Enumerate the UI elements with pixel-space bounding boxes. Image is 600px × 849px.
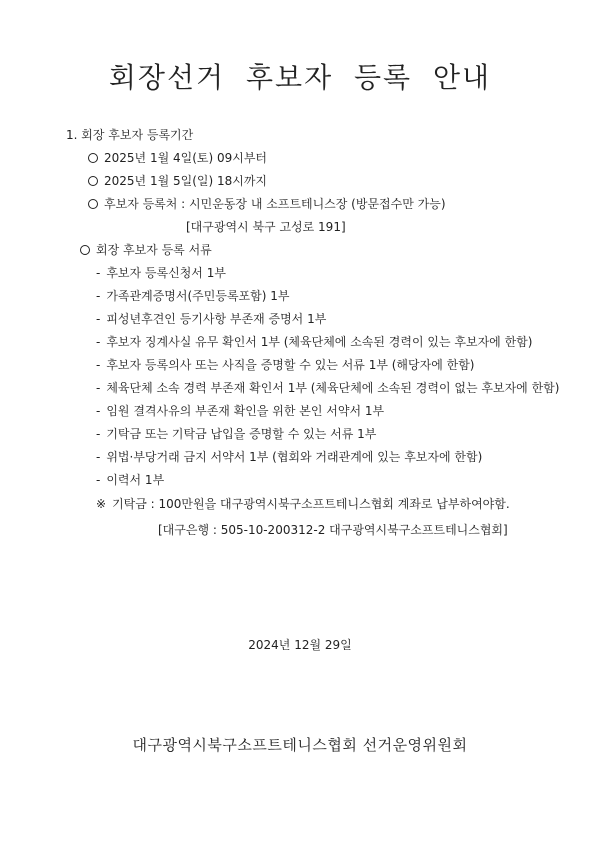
list-item: - 임원 결격사유의 부존재 확인을 위한 본인 서약서 1부 [96, 404, 385, 418]
list-item: - 위법·부당거래 금지 서약서 1부 (협회와 거래관계에 있는 후보자에 한함) [96, 450, 483, 464]
circle-bullet-icon [88, 199, 98, 209]
circle-bullet-icon [88, 153, 98, 163]
address: [대구광역시 북구 고성로 191] [186, 220, 346, 234]
list-item: - 피성년후견인 등기사항 부존재 증명서 1부 [96, 312, 327, 326]
list-item: - 후보자 등록의사 또는 사직을 증명할 수 있는 서류 1부 (해당자에 한함) [96, 358, 475, 372]
list-item: 2025년 1월 5일(일) 18시까지 [88, 173, 267, 189]
list-item: 2025년 1월 4일(토) 09시부터 [88, 150, 267, 166]
list-item: - 기탁금 또는 기탁금 납입을 증명할 수 있는 서류 1부 [96, 427, 377, 441]
circle-bullet-icon [88, 176, 98, 186]
circle-bullet-icon [80, 245, 90, 255]
deposit-note: ※ 기탁금 : 100만원을 대구광역시북구소프트테니스협회 계좌로 납부하여야함. [96, 497, 510, 511]
list-item: - 체육단체 소속 경력 부존재 확인서 1부 (체육단체에 소속된 경력이 없는 후보자에 한함) [96, 381, 560, 395]
issuer: 대구광역시북구소프트테니스협회 선거운영위원회 [132, 736, 468, 754]
section-1-heading: 1. 회장 후보자 등록기간 [66, 128, 194, 142]
document-date: 2024년 12월 29일 [248, 638, 352, 652]
reference-mark-icon: ※ [96, 497, 107, 511]
list-item: - 후보자 징계사실 유무 확인서 1부 (체육단체에 소속된 경력이 있는 후보자에 한함) [96, 335, 533, 349]
page-title: 회장선거 후보자 등록 안내 [108, 61, 492, 94]
list-item: - 후보자 등록신청서 1부 [96, 266, 226, 280]
section-2-heading: 회장 후보자 등록 서류 [80, 242, 212, 258]
list-item: 후보자 등록처 : 시민운동장 내 소프트테니스장 (방문접수만 가능) [88, 196, 446, 212]
list-item: - 가족관계증명서(주민등록포함) 1부 [96, 289, 290, 303]
bank-account: [대구은행 : 505-10-200312-2 대구광역시북구소프트테니스협회] [158, 523, 508, 537]
list-item: - 이력서 1부 [96, 473, 165, 487]
